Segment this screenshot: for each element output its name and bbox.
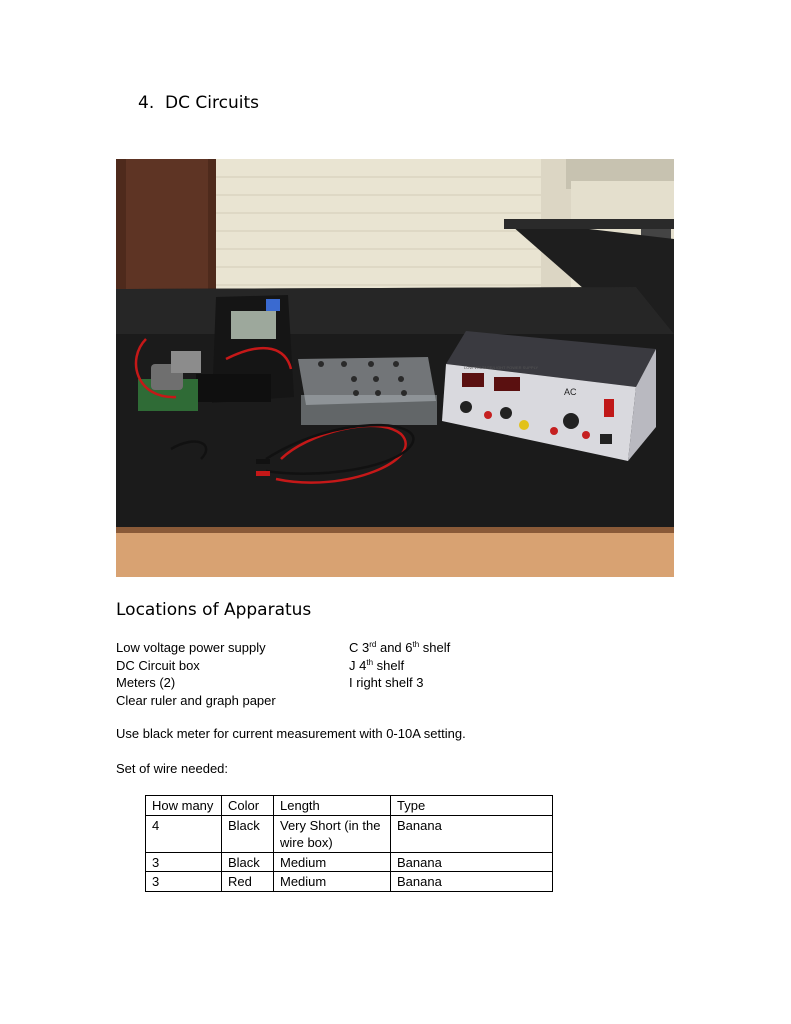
apparatus-item: Low voltage power supply [116, 640, 266, 655]
apparatus-item: DC Circuit box [116, 657, 200, 673]
header-length: Length [274, 796, 391, 816]
apparatus-row [116, 639, 536, 657]
cell-color: Black [222, 852, 274, 872]
cell-length: Medium [274, 872, 391, 892]
panel-label: LOW VOLTAGE/LIGHT POWER SUPPLY [464, 365, 539, 370]
table-row [146, 815, 553, 852]
cell-qty: 4 [146, 815, 222, 852]
section-title: Locations of Apparatus [116, 600, 312, 620]
apparatus-row [116, 692, 536, 710]
table-row [146, 852, 553, 872]
wires-intro: Set of wire needed: [116, 761, 229, 776]
header-color: Color [222, 796, 274, 816]
apparatus-item: Clear ruler and graph paper [116, 692, 276, 708]
section-heading [138, 93, 259, 113]
table-header-row [146, 796, 553, 816]
header-qty: How many [146, 796, 222, 816]
cell-color: Black [222, 815, 274, 852]
apparatus-row [116, 674, 536, 692]
cell-type: Banana [391, 872, 553, 892]
ac-label: AC [564, 387, 577, 397]
cell-type: Banana [391, 815, 553, 852]
apparatus-location: C 3rd and 6th shelf [349, 640, 451, 655]
heading-title: DC Circuits [165, 93, 259, 113]
cell-type: Banana [391, 852, 553, 872]
heading-number: 4. [138, 93, 155, 113]
meter-note: Use black meter for current measurement with 0-10A setting. [116, 726, 466, 741]
apparatus-list [116, 639, 536, 709]
header-type: Type [391, 796, 553, 816]
apparatus-location: I right shelf 3 [349, 675, 424, 690]
cell-length: Medium [274, 852, 391, 872]
cell-qty: 3 [146, 872, 222, 892]
table-row [146, 872, 553, 892]
apparatus-item: Meters (2) [116, 675, 176, 690]
apparatus-location: J 4th shelf [349, 657, 405, 673]
cell-qty: 3 [146, 852, 222, 872]
wire-table [145, 795, 553, 892]
cell-length: Very Short (in the wire box) [274, 815, 391, 852]
apparatus-photo [116, 159, 674, 577]
apparatus-row [116, 657, 536, 675]
cell-color: Red [222, 872, 274, 892]
